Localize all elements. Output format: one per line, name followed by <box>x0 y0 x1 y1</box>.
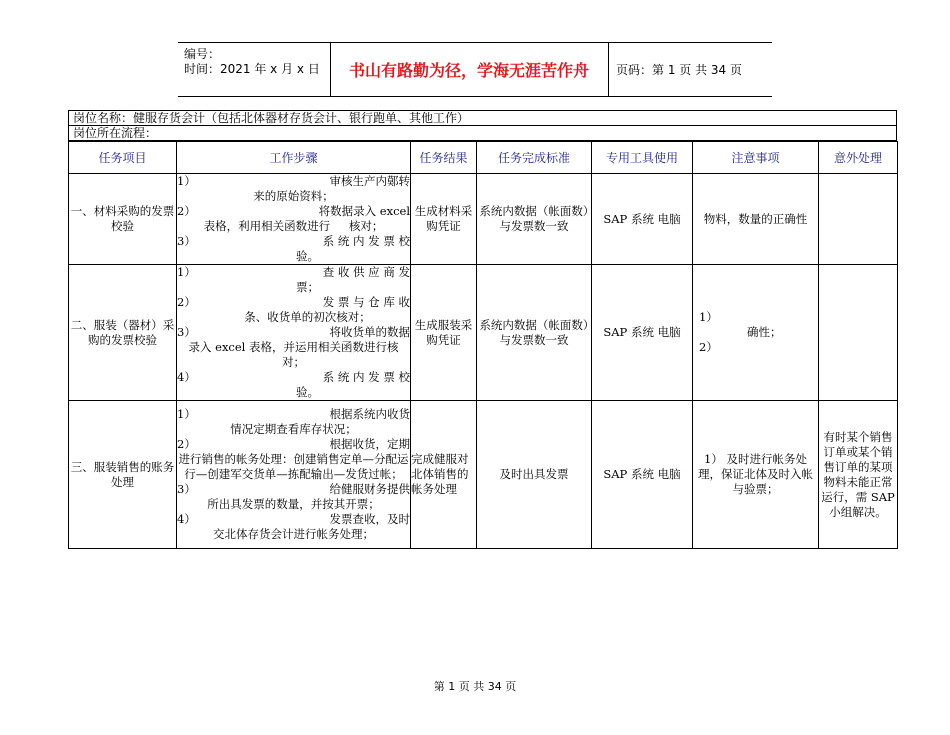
table-row <box>69 174 898 265</box>
step-text: 查 收 供 应 商 发 <box>322 265 410 279</box>
column-header-standard: 任务完成标准 <box>477 142 592 174</box>
step-continuation: 情况定期查看库存状况； <box>230 422 357 436</box>
position-info-box <box>68 110 897 141</box>
step-number: 2） <box>177 204 196 218</box>
document-number-label: 编号： <box>184 47 221 61</box>
step-number: 1） <box>177 174 196 188</box>
notes-cell: 物料，数量的正确性 <box>693 174 819 265</box>
steps-cell <box>177 174 411 265</box>
header-page-info: 页码：第 1 页 共 34 页 <box>616 62 742 77</box>
step-number: 3） <box>177 482 196 496</box>
step-continuation: 表格，利用相关函数进行 核对； <box>203 219 384 233</box>
column-header-tool: 专用工具使用 <box>592 142 693 174</box>
step-continuation: 进行销售的帐务处理：创建销售定单—分配运行—创建军交货单—拣配输出—发货过帐； <box>178 452 409 481</box>
position-name-label: 岗位名称： <box>73 111 134 125</box>
tool-cell: SAP 系统 电脑 <box>592 401 693 549</box>
tool-cell: SAP 系统 电脑 <box>592 174 693 265</box>
step-continuation: 来的原始资料； <box>253 189 334 203</box>
position-process-row <box>69 125 896 140</box>
step-item <box>177 482 410 512</box>
column-header-task: 任务项目 <box>69 142 177 174</box>
step-continuation: 验。 <box>296 249 319 263</box>
header-motto: 书山有路勤为径，学海无涯苦作舟 <box>348 60 589 80</box>
step-item <box>177 512 410 542</box>
table-row <box>69 265 898 401</box>
step-item <box>177 174 410 204</box>
step-item <box>177 370 410 400</box>
step-item <box>177 204 410 234</box>
step-text: 根据系统内收货 <box>329 407 410 421</box>
notes-line: 2） <box>699 340 718 354</box>
standard-cell: 及时出具发票 <box>477 401 592 549</box>
position-name-row <box>69 111 896 125</box>
step-text: 根据收货，定期 <box>329 437 410 451</box>
step-number: 1） <box>177 407 196 421</box>
notes-line: 1） <box>699 310 718 324</box>
step-continuation: 条、收货单的初次核对； <box>244 310 371 324</box>
position-process-label: 岗位所在流程： <box>73 126 158 140</box>
steps-cell <box>177 265 411 401</box>
step-text: 将数据录入 excel <box>318 204 410 218</box>
step-item <box>177 407 410 437</box>
step-text: 给健服财务提供 <box>329 482 410 496</box>
step-text: 发票查收，及时 <box>329 512 410 526</box>
steps-cell <box>177 401 411 549</box>
result-cell: 生成材料采购凭证 <box>411 174 477 265</box>
header-divider <box>608 42 609 96</box>
step-continuation: 票； <box>296 280 319 294</box>
step-item <box>177 437 410 482</box>
task-cell: 二、服装（器材）采购的发票校验 <box>69 265 177 401</box>
page-footer: 第 1 页 共 34 页 <box>433 680 517 693</box>
step-text: 系 统 内 发 票 校 <box>322 370 410 384</box>
step-text: 将收货单的数据 <box>329 325 410 339</box>
task-table <box>68 141 898 549</box>
step-text: 系 统 内 发 票 校 <box>322 234 410 248</box>
task-cell: 一、材料采购的发票校验 <box>69 174 177 265</box>
result-cell: 完成健服对北体销售的帐务处理 <box>411 401 477 549</box>
step-item <box>177 265 410 295</box>
column-header-steps: 工作步骤 <box>177 142 411 174</box>
document-date: 时间：2021 年 x 月 x 日 <box>184 62 320 76</box>
exception-cell <box>819 174 898 265</box>
step-text: 发 票 与 仓 库 收 <box>322 295 410 309</box>
step-continuation: 录入 excel 表格，并运用相关函数进行核对； <box>188 340 399 369</box>
column-header-exception: 意外处理 <box>819 142 898 174</box>
step-continuation: 验。 <box>296 385 319 399</box>
exception-cell: 有时某个销售订单或某个销售订单的某项物料未能正常运行，需 SAP 小组解决。 <box>819 401 898 549</box>
step-continuation: 所出具发票的数量，并按其开票； <box>207 497 380 511</box>
column-header-notes: 注意事项 <box>693 142 819 174</box>
header-bottom-rule <box>178 96 772 97</box>
step-number: 2） <box>177 437 196 451</box>
step-number: 2） <box>177 295 196 309</box>
notes-cell <box>693 265 819 401</box>
step-item <box>177 295 410 325</box>
step-item <box>177 234 410 264</box>
notes-line: 确性； <box>747 325 782 339</box>
standard-cell: 系统内数据（帐面数）与发票数一致 <box>477 174 592 265</box>
table-row <box>69 401 898 549</box>
table-header-row <box>69 142 898 174</box>
step-text: 审核生产内鄚转 <box>329 174 410 188</box>
step-number: 4） <box>177 512 196 526</box>
notes-cell: 1） 及时进行帐务处理，保证北体及时入帐与验票； <box>693 401 819 549</box>
step-continuation: 交北体存货会计进行帐务处理； <box>213 527 374 541</box>
page-header <box>178 42 772 96</box>
step-number: 1） <box>177 265 196 279</box>
task-cell: 三、服装销售的账务处理 <box>69 401 177 549</box>
step-number: 4） <box>177 370 196 384</box>
standard-cell: 系统内数据（帐面数）与发票数一致 <box>477 265 592 401</box>
result-cell: 生成服装采购凭证 <box>411 265 477 401</box>
step-number: 3） <box>177 234 196 248</box>
step-number: 3） <box>177 325 196 339</box>
column-header-result: 任务结果 <box>411 142 477 174</box>
tool-cell: SAP 系统 电脑 <box>592 265 693 401</box>
step-item <box>177 325 410 370</box>
exception-cell <box>819 265 898 401</box>
position-name-value: 健服存货会计（包括北体器材存货会计、银行跑单、其他工作） <box>133 111 470 125</box>
